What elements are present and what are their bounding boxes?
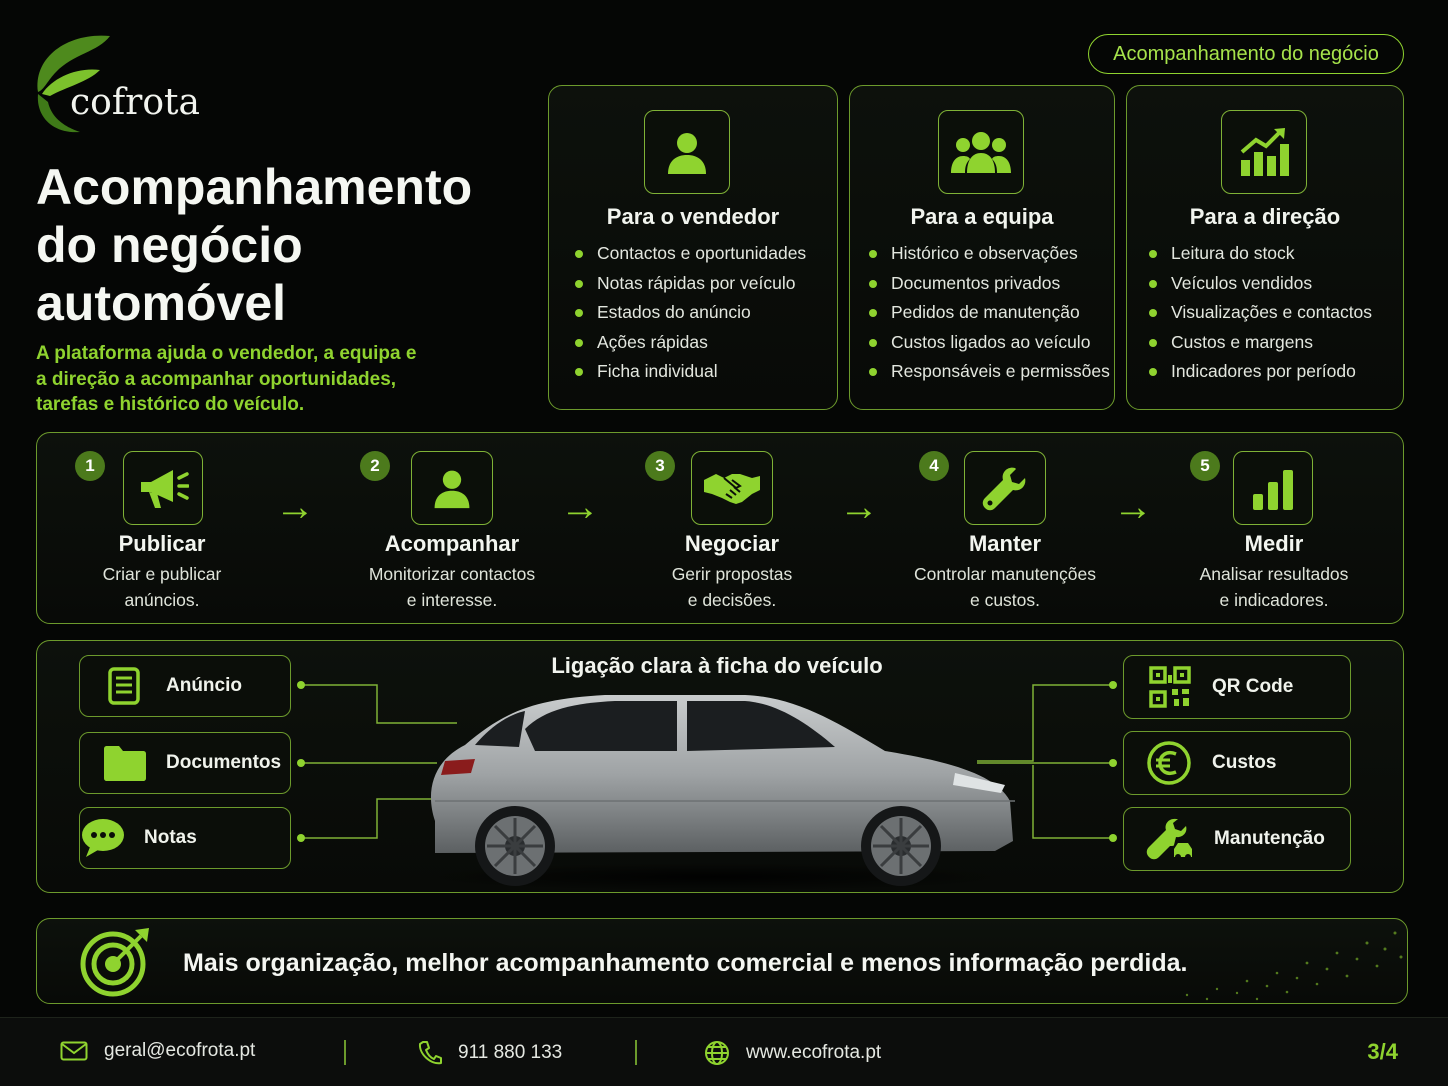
process-panel [36, 432, 1404, 624]
audience-title: Para a direção [1189, 204, 1341, 229]
brand-name: cofrota [70, 82, 200, 123]
subtitle-line: a direção a acompanhar oportunidades, [36, 368, 397, 390]
step-number: 5 [1190, 451, 1220, 481]
title-line: automóvel [36, 275, 287, 331]
step-number: 2 [360, 451, 390, 481]
website-text: www.ecofrota.pt [746, 1042, 882, 1063]
link-anuncio[interactable] [79, 655, 291, 717]
tagline-text: Mais organização, melhor acompanhamento comercial e menos informação perdida. [183, 949, 1188, 977]
link-documentos[interactable] [79, 732, 291, 794]
subtitle-line: tarefas e histórico do veículo. [36, 394, 305, 415]
euro-icon [1146, 740, 1192, 786]
divider [635, 1040, 637, 1065]
step-desc-line: anúncios. [124, 590, 200, 610]
step-desc-line: Criar e publicar [102, 564, 222, 584]
section-badge: Acompanhamento do negócio [1088, 34, 1404, 74]
phone-icon [418, 1040, 442, 1066]
document-icon [104, 666, 144, 706]
page-title [36, 158, 536, 332]
footer-email[interactable] [60, 1040, 255, 1062]
step-desc [57, 561, 267, 613]
list-item: Ficha individual [573, 357, 806, 387]
step-desc-line: Analisar resultados [1199, 564, 1349, 584]
vehicle-panel [36, 640, 1404, 893]
list-item: Documentos privados [867, 269, 1110, 299]
title-line: do negócio [36, 217, 303, 273]
arrow-right-icon: → [839, 485, 879, 529]
list-item: Custos ligados ao veículo [867, 328, 1110, 358]
email-text: geral@ecofrota.pt [104, 1040, 256, 1061]
arrow-right-icon: → [275, 485, 315, 529]
step-title: Negociar [684, 531, 780, 556]
phone-text: 911 880 133 [458, 1042, 563, 1063]
step-desc-line: Monitorizar contactos [368, 564, 536, 584]
title-line: Acompanhamento [36, 159, 473, 215]
step-desc [895, 561, 1115, 613]
step-number: 3 [645, 451, 675, 481]
arrow-right-icon: → [1113, 485, 1153, 529]
bar-chart-icon [1233, 451, 1313, 525]
step-publicar [57, 531, 267, 613]
list-item: Responsáveis e permissões [867, 357, 1110, 387]
step-title: Medir [1244, 531, 1304, 556]
step-desc-line: e decisões. [687, 590, 777, 610]
footer [0, 1017, 1448, 1086]
step-number: 1 [75, 451, 105, 481]
divider [344, 1040, 346, 1065]
step-number: 4 [919, 451, 949, 481]
step-desc-line: Controlar manutenções [914, 564, 1096, 584]
audience-card-direcao [1126, 85, 1404, 410]
folder-icon [102, 743, 148, 783]
qr-code-icon [1148, 665, 1192, 709]
mail-icon [60, 1041, 88, 1061]
step-title: Publicar [118, 531, 206, 556]
chat-icon [80, 817, 126, 859]
growth-chart-icon [1221, 110, 1307, 194]
step-acompanhar [342, 531, 562, 613]
link-label: Documentos [166, 752, 282, 773]
page-number: 3/4 [1367, 1039, 1398, 1064]
audience-list [1147, 239, 1372, 387]
wrench-car-icon [1146, 817, 1194, 861]
list-item: Estados do anúncio [573, 298, 806, 328]
audience-title: Para a equipa [910, 204, 1054, 229]
link-label: Manutenção [1214, 828, 1325, 849]
list-item: Notas rápidas por veículo [573, 269, 806, 299]
footer-website[interactable] [704, 1040, 881, 1066]
wrench-icon [964, 451, 1046, 525]
link-notas[interactable] [79, 807, 291, 869]
handshake-icon [691, 451, 773, 525]
link-label: Notas [144, 827, 197, 848]
audience-list [573, 239, 806, 387]
target-icon [79, 924, 153, 998]
car-illustration [415, 681, 1023, 891]
audience-card-equipa [849, 85, 1115, 410]
step-desc-line: e interesse. [406, 590, 498, 610]
list-item: Pedidos de manutenção [867, 298, 1110, 328]
globe-icon [704, 1040, 730, 1066]
link-custos[interactable] [1123, 731, 1351, 795]
link-label: Anúncio [166, 675, 242, 696]
brand-logo [28, 32, 208, 142]
audience-card-vendedor [548, 85, 838, 410]
step-desc-line: e indicadores. [1219, 590, 1329, 610]
arrow-right-icon: → [560, 485, 600, 529]
subtitle-line: A plataforma ajuda o vendedor, a equipa e [36, 343, 417, 364]
link-label: QR Code [1212, 676, 1294, 697]
step-desc [1169, 561, 1379, 613]
list-item: Histórico e observações [867, 239, 1110, 269]
megaphone-icon [123, 451, 203, 525]
step-title: Manter [968, 531, 1042, 556]
step-negociar [627, 531, 837, 613]
page-subtitle [36, 341, 516, 418]
list-item: Leitura do stock [1147, 239, 1372, 269]
user-icon [644, 110, 730, 194]
team-icon [938, 110, 1024, 194]
step-title: Acompanhar [384, 531, 520, 556]
list-item: Veículos vendidos [1147, 269, 1372, 299]
list-item: Ações rápidas [573, 328, 806, 358]
footer-phone[interactable] [418, 1040, 562, 1066]
tagline-banner [36, 918, 1408, 1004]
audience-title: Para o vendedor [606, 204, 780, 229]
step-desc-line: e custos. [969, 590, 1041, 610]
step-desc [627, 561, 837, 613]
audience-list [867, 239, 1110, 387]
link-label: Custos [1212, 752, 1277, 773]
vehicle-panel-title: Ligação clara à ficha do veículo [551, 653, 883, 678]
step-desc-line: Gerir propostas [671, 564, 793, 584]
step-desc [342, 561, 562, 613]
link-qr-code[interactable] [1123, 655, 1351, 719]
link-manutencao[interactable] [1123, 807, 1351, 871]
user-icon [411, 451, 493, 525]
list-item: Visualizações e contactos [1147, 298, 1372, 328]
list-item: Contactos e oportunidades [573, 239, 806, 269]
step-medir [1169, 531, 1379, 613]
list-item: Custos e margens [1147, 328, 1372, 358]
step-manter [895, 531, 1115, 613]
list-item: Indicadores por período [1147, 357, 1372, 387]
